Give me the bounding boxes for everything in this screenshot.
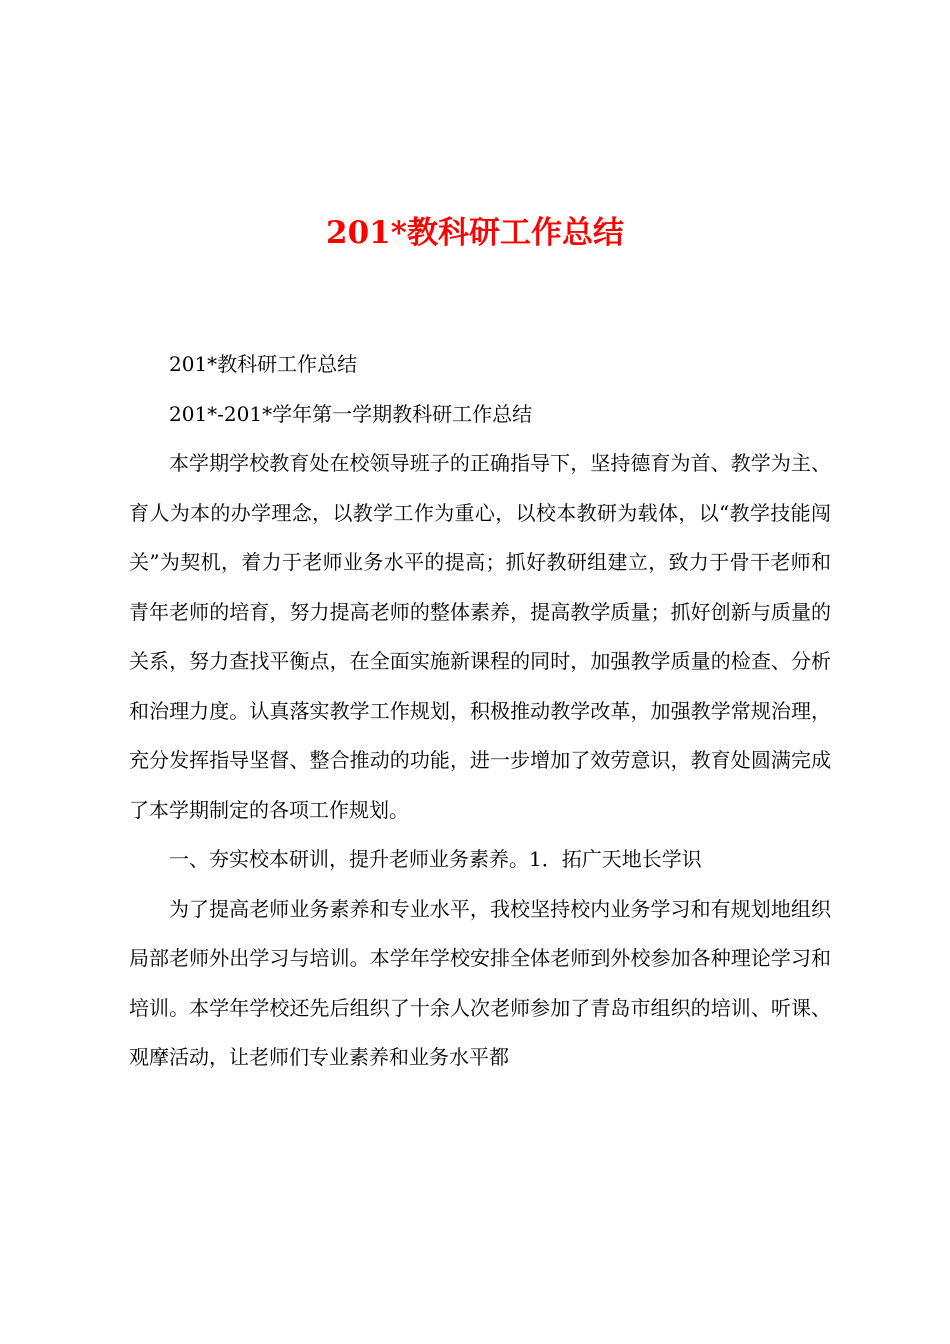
document-body (129, 340, 831, 1083)
document-title: 201*教科研工作总结 (326, 215, 624, 251)
paragraph-section-one-body: 为了提高老师业务素养和专业水平，我校坚持校内业务学习和有规划地组织局部老师外出学习与培训。本学年学校安排全体老师到外校参加各种理论学习和培训。本学年学校还先后组织了十余人次老师参加了青岛市组织的培训、听课、观摩活动，让老师们专业素养和业务水平都 (129, 896, 831, 1069)
paragraph-subtitle: 201*-201*学年第一学期教科研工作总结 (169, 401, 533, 426)
paragraph-heading-repeat: 201*教科研工作总结 (169, 352, 358, 376)
paragraph-section-one-heading: 一、夯实校本研训，提升老师业务素养。1．拓广天地长学识 (169, 847, 702, 871)
paragraph-intro: 本学期学校教育处在校领导班子的正确指导下，坚持德育为首、教学为主、育人为本的办学理念，以教学工作为重心，以校本教研为载体，以“教学技能闯关”为契机，着力于老师业务水平的提高；抓好教研组建立，致力于骨干老师和青年老师的培育，努力提高老师的整体素养，提高教学质量；抓好创新与质量的关系，努力查找平衡点，在全面实施新课程的同时，加强教学质量的检查、分析和治理力度。认真落实教学工作规划，积极推动教学改革，加强教学常规治理，充分发挥指导坚督、整合推动的功能，进一步增加了效劳意识，教育处圆满完成了本学期制定的各项工作规划。 (129, 451, 831, 822)
